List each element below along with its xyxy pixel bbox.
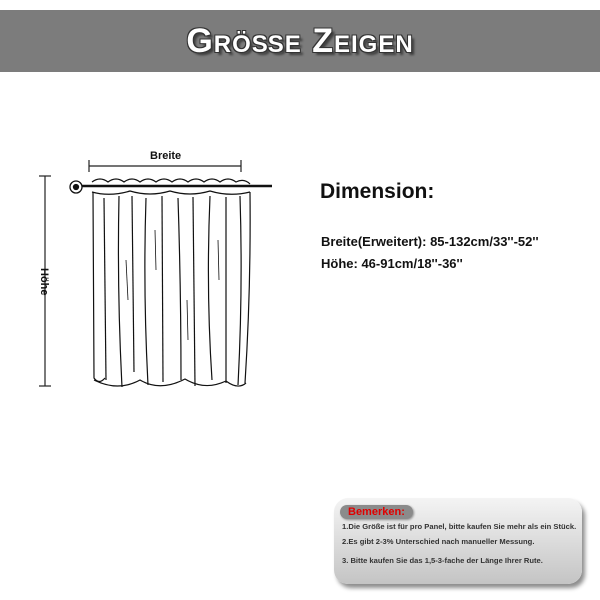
height-spec: Höhe: 46-91cm/18''-36'' bbox=[321, 256, 463, 271]
note-item: 1.Die Größe ist für pro Panel, bitte kaufen Sie mehr als ein Stück. bbox=[342, 522, 577, 531]
notes-title: Bemerken: bbox=[340, 505, 413, 519]
width-spec: Breite(Erweitert): 85-132cm/33''-52'' bbox=[321, 234, 539, 249]
curtain-panel bbox=[92, 179, 250, 387]
page-title: Größe Zeigen bbox=[186, 21, 414, 60]
note-item: 2.Es gibt 2-3% Unterschied nach manueller Messung. bbox=[342, 536, 535, 546]
height-label: Höhe bbox=[38, 268, 50, 296]
width-label: Breite bbox=[150, 150, 182, 162]
dimension-heading: Dimension: bbox=[320, 180, 435, 203]
notes-list bbox=[342, 522, 578, 566]
note-item: 3. Bitte kaufen Sie das 1,5-3-fache der Länge Ihrer Rute. bbox=[342, 556, 543, 565]
notes-box bbox=[334, 498, 582, 584]
